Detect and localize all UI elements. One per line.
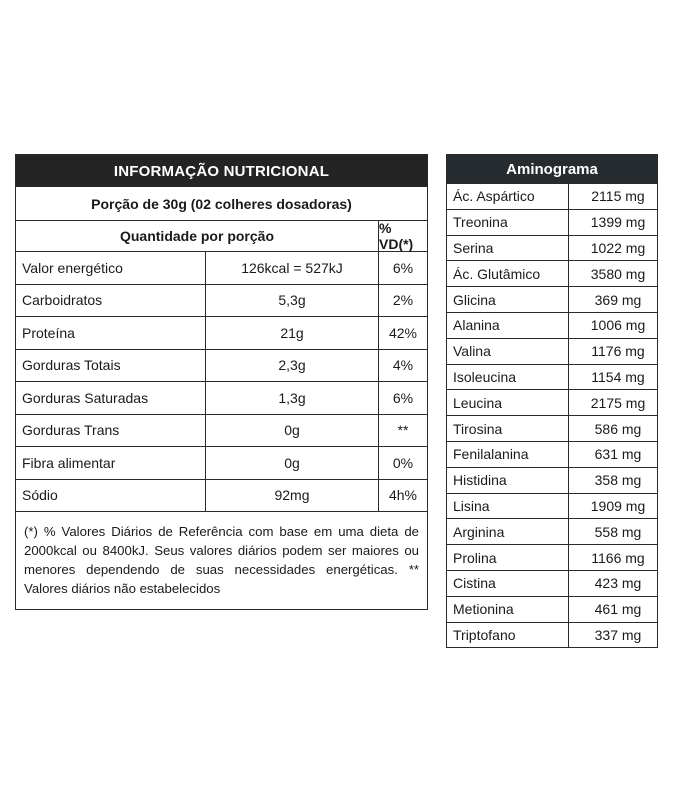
table-row bbox=[447, 286, 657, 312]
nutrition-header-row bbox=[16, 221, 427, 252]
amino-acid-name: Histidina bbox=[447, 468, 569, 493]
aminogram-table bbox=[446, 154, 658, 648]
amino-acid-name: Glicina bbox=[447, 287, 569, 312]
header-quantity: Quantidade por porção bbox=[16, 221, 379, 251]
amino-acid-value: 2175 mg bbox=[590, 394, 646, 411]
amino-acid-name: Serina bbox=[447, 236, 569, 261]
header-vd: % VD(*) bbox=[379, 220, 414, 252]
nutrition-table bbox=[15, 154, 428, 610]
nutrient-quantity: 92mg bbox=[206, 480, 379, 512]
table-row bbox=[447, 596, 657, 622]
nutrition-title: INFORMAÇÃO NUTRICIONAL bbox=[16, 155, 427, 187]
table-row bbox=[16, 252, 427, 285]
nutrient-vd: 4% bbox=[392, 357, 414, 374]
aminogram-title: Aminograma bbox=[447, 155, 657, 183]
table-row bbox=[447, 338, 657, 364]
nutrient-quantity: 2,3g bbox=[206, 350, 379, 382]
amino-acid-value: 3580 mg bbox=[590, 265, 646, 282]
table-row bbox=[447, 183, 657, 209]
nutrient-quantity: 126kcal = 527kJ bbox=[206, 252, 379, 284]
table-row bbox=[447, 518, 657, 544]
amino-acid-value: 631 mg bbox=[594, 446, 642, 463]
table-row bbox=[16, 415, 427, 448]
nutrient-vd: 6% bbox=[392, 389, 414, 406]
table-row bbox=[16, 480, 427, 513]
nutrient-quantity: 0g bbox=[206, 415, 379, 447]
amino-acid-name: Ác. Glutâmico bbox=[447, 261, 569, 286]
table-row bbox=[447, 415, 657, 441]
table-row bbox=[16, 285, 427, 318]
nutrient-vd: 6% bbox=[392, 259, 414, 276]
amino-acid-name: Leucina bbox=[447, 390, 569, 415]
table-row bbox=[447, 441, 657, 467]
amino-acid-name: Arginina bbox=[447, 519, 569, 544]
amino-acid-name: Triptofano bbox=[447, 623, 569, 648]
amino-acid-value: 423 mg bbox=[594, 575, 642, 592]
nutrient-vd: 42% bbox=[388, 324, 418, 341]
amino-acid-value: 369 mg bbox=[594, 291, 642, 308]
table-row bbox=[447, 544, 657, 570]
amino-acid-value: 2115 mg bbox=[591, 188, 645, 205]
table-row bbox=[447, 467, 657, 493]
table-row bbox=[447, 209, 657, 235]
amino-acid-name: Lisina bbox=[447, 494, 569, 519]
amino-acid-value: 1909 mg bbox=[590, 497, 646, 514]
amino-acid-value: 1154 mg bbox=[591, 368, 645, 385]
nutrient-vd: 4h% bbox=[388, 487, 418, 504]
amino-acid-value: 358 mg bbox=[594, 472, 642, 489]
amino-acid-value: 586 mg bbox=[594, 420, 642, 437]
amino-acid-name: Treonina bbox=[447, 210, 569, 235]
table-row bbox=[447, 312, 657, 338]
nutrient-name: Gorduras Saturadas bbox=[16, 382, 206, 414]
amino-acid-name: Valina bbox=[447, 339, 569, 364]
amino-acid-name: Tirosina bbox=[447, 416, 569, 441]
table-row bbox=[447, 493, 657, 519]
amino-acid-name: Isoleucina bbox=[447, 365, 569, 390]
table-row bbox=[16, 447, 427, 480]
nutrient-name: Proteína bbox=[16, 317, 206, 349]
amino-acid-name: Ác. Aspártico bbox=[447, 184, 569, 209]
amino-acid-value: 1006 mg bbox=[590, 317, 646, 334]
table-row bbox=[16, 382, 427, 415]
table-row bbox=[447, 622, 657, 648]
amino-acid-value: 337 mg bbox=[594, 626, 642, 643]
amino-acid-value: 1022 mg bbox=[590, 239, 646, 256]
nutrient-name: Gorduras Trans bbox=[16, 415, 206, 447]
amino-acid-value: 1399 mg bbox=[590, 214, 646, 231]
amino-acid-name: Alanina bbox=[447, 313, 569, 338]
nutrient-quantity: 5,3g bbox=[206, 285, 379, 317]
amino-acid-value: 1176 mg bbox=[591, 343, 645, 360]
nutrient-vd: 0% bbox=[392, 454, 414, 471]
table-row bbox=[16, 350, 427, 383]
amino-acid-value: 461 mg bbox=[594, 601, 642, 618]
amino-acid-name: Cistina bbox=[447, 571, 569, 596]
nutrient-name: Gorduras Totais bbox=[16, 350, 206, 382]
nutrient-vd: ** bbox=[397, 422, 409, 439]
table-row bbox=[447, 570, 657, 596]
table-row bbox=[16, 317, 427, 350]
amino-acid-name: Metionina bbox=[447, 597, 569, 622]
nutrient-quantity: 1,3g bbox=[206, 382, 379, 414]
nutrient-quantity: 0g bbox=[206, 447, 379, 479]
amino-acid-name: Fenilalanina bbox=[447, 442, 569, 467]
nutrient-vd: 2% bbox=[392, 292, 414, 309]
nutrient-name: Sódio bbox=[16, 480, 206, 512]
amino-acid-value: 1166 mg bbox=[591, 549, 645, 566]
amino-acid-value: 558 mg bbox=[594, 523, 642, 540]
table-row bbox=[447, 260, 657, 286]
table-row bbox=[447, 389, 657, 415]
nutrient-name: Valor energético bbox=[16, 252, 206, 284]
table-row bbox=[447, 364, 657, 390]
nutrient-quantity: 21g bbox=[206, 317, 379, 349]
nutrition-portion: Porção de 30g (02 colheres dosadoras) bbox=[16, 187, 427, 221]
table-row bbox=[447, 235, 657, 261]
amino-acid-name: Prolina bbox=[447, 545, 569, 570]
nutrient-name: Carboidratos bbox=[16, 285, 206, 317]
nutrient-name: Fibra alimentar bbox=[16, 447, 206, 479]
nutrition-footnote: (*) % Valores Diários de Referência com base em uma dieta de 2000kcal ou 8400kJ. Seus valores diários podem ser maiores ou menores dependendo de suas necessidades energéticas. ** Valores diários não estabelecidos bbox=[24, 524, 419, 596]
